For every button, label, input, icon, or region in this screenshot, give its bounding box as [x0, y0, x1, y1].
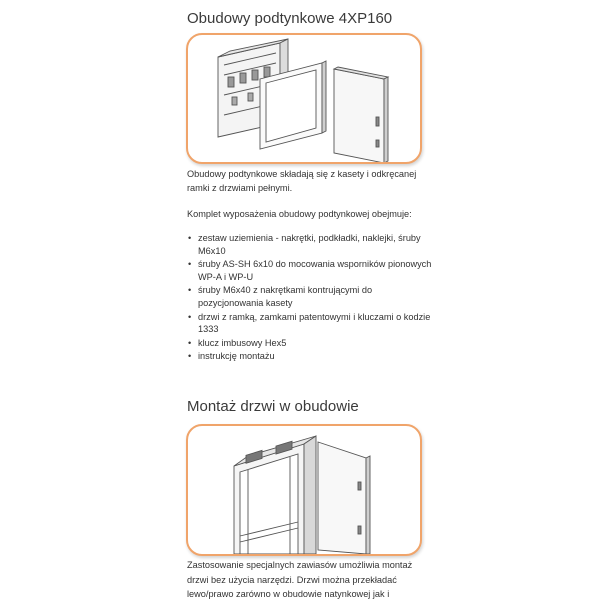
- bullet-icon: •: [188, 259, 192, 270]
- list-item: [187, 232, 447, 257]
- list-item-line-1: instrukcję montażu: [198, 351, 275, 362]
- bullet-icon: •: [188, 285, 192, 296]
- door-mounting-line-2: drzwi bez użycia narzędzi. Drzwi można przekładać: [187, 574, 397, 585]
- door-mounting-line-3: lewo/prawo zarówno w obudowie natynkowej jak i: [187, 589, 390, 599]
- list-item: [187, 337, 447, 350]
- door-mounting-description: [187, 558, 437, 602]
- door-mounting-line-1: Zastosowanie specjalnych zawiasów umożliwia montaż: [187, 560, 413, 570]
- list-item-line-1: śruby AS-SH 6x10 do mocowania wsporników pionowych: [198, 259, 432, 270]
- enclosure-description-line-2: ramki z drzwiami pełnymi.: [187, 183, 293, 193]
- list-item: [187, 258, 447, 283]
- list-item-line-2: WP-A i WP-U: [198, 271, 254, 282]
- equipment-list: [187, 232, 447, 364]
- list-item-line-2: M6x10: [198, 245, 226, 256]
- bullet-icon: •: [188, 311, 192, 322]
- list-item: [187, 350, 447, 363]
- list-item-line-2: pozycjonowania kasety: [198, 297, 293, 308]
- list-item-line-1: zestaw uziemienia - nakrętki, podkładki, naklejki, śruby: [198, 233, 421, 243]
- list-item: [187, 311, 447, 336]
- enclosure-illustration-box: [186, 33, 422, 164]
- enclosure-description: [187, 167, 437, 195]
- bullet-icon: •: [188, 337, 192, 348]
- list-item-line-1: klucz imbusowy Hex5: [198, 337, 287, 348]
- section-title-enclosures: Obudowy podtynkowe 4XP160: [187, 10, 393, 27]
- list-item-line-1: drzwi z ramką, zamkami patentowymi i kluczami o kodzie: [198, 311, 431, 322]
- list-item-line-1: śruby M6x40 z nakrętkami kontrującymi do: [198, 285, 373, 296]
- bullet-icon: •: [188, 351, 192, 362]
- flush-enclosure-drawing: [188, 35, 420, 162]
- enclosure-description-line-1: Obudowy podtynkowe składają się z kasety i odkręcanej: [187, 169, 417, 179]
- door-mounting-illustration-box: [186, 424, 422, 556]
- equipment-intro: Komplet wyposażenia obudowy podtynkowej obejmuje:: [187, 209, 412, 219]
- list-item: [187, 284, 447, 309]
- bullet-icon: •: [188, 233, 192, 243]
- section-title-door-mounting: Montaż drzwi w obudowie: [187, 398, 359, 415]
- list-item-line-2: 1333: [198, 324, 219, 335]
- door-mounting-drawing: [188, 426, 420, 554]
